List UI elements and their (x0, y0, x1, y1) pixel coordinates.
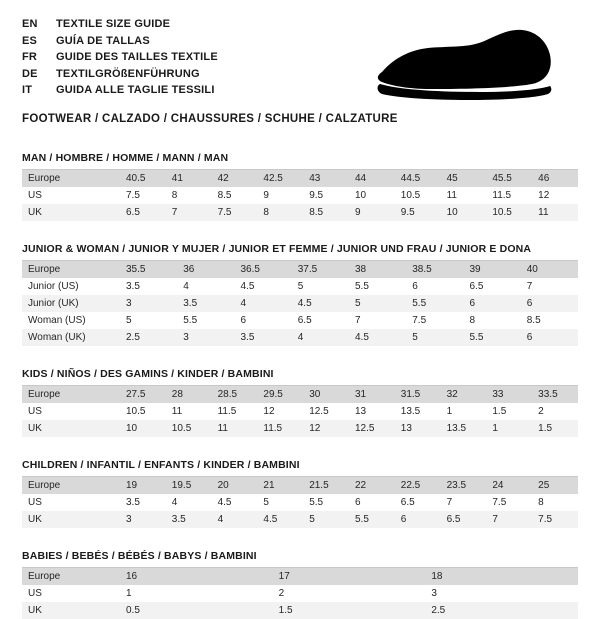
language-title: TEXTILGRÖßENFÜHRUNG (56, 67, 200, 80)
size-cell: 1.5 (273, 602, 426, 619)
size-cell: 40 (521, 261, 578, 278)
size-cell: 5.5 (406, 295, 463, 312)
size-cell: 4 (292, 329, 349, 346)
size-cell: 32 (441, 386, 487, 403)
size-cell: 10.5 (120, 403, 166, 420)
section-title: JUNIOR & WOMAN / JUNIOR Y MUJER / JUNIOR ET FEMME / JUNIOR UND FRAU / JUNIOR E DONA (22, 243, 578, 261)
size-cell: 4 (212, 511, 258, 528)
size-cell: 10.5 (486, 204, 532, 221)
size-cell: 19.5 (166, 477, 212, 494)
size-cell: 23.5 (441, 477, 487, 494)
size-cell: 1 (441, 403, 487, 420)
size-cell: 7.5 (486, 494, 532, 511)
size-cell: 6 (521, 329, 578, 346)
size-cell: 5.5 (464, 329, 521, 346)
row-label: US (22, 585, 120, 602)
row-label: Woman (US) (22, 312, 120, 329)
size-cell: 18 (425, 568, 578, 585)
row-label: Europe (22, 170, 120, 187)
size-cell: 30 (303, 386, 349, 403)
size-cell: 44.5 (395, 170, 441, 187)
size-cell: 1.5 (532, 420, 578, 437)
size-cell: 11.5 (212, 403, 258, 420)
size-cell: 4.5 (349, 329, 406, 346)
size-cell: 6.5 (292, 312, 349, 329)
size-cell: 6.5 (464, 278, 521, 295)
language-title: GUÍA DE TALLAS (56, 34, 150, 47)
size-cell: 5.5 (349, 511, 395, 528)
size-cell: 12 (303, 420, 349, 437)
size-cell: 28.5 (212, 386, 258, 403)
size-cell: 6 (406, 278, 463, 295)
size-cell: 4.5 (212, 494, 258, 511)
language-code: IT (22, 84, 33, 96)
size-cell: 43 (303, 170, 349, 187)
size-cell: 9 (349, 204, 395, 221)
size-cell: 13 (349, 403, 395, 420)
size-cell: 24 (486, 477, 532, 494)
row-label: UK (22, 511, 120, 528)
size-cell: 42 (212, 170, 258, 187)
size-cell: 38 (349, 261, 406, 278)
table-row (22, 602, 578, 619)
size-cell: 19 (120, 477, 166, 494)
row-label: Europe (22, 261, 120, 278)
size-cell: 7 (349, 312, 406, 329)
table-row (22, 568, 578, 585)
table-row (22, 187, 578, 204)
language-code: FR (22, 51, 38, 63)
size-cell: 42.5 (257, 170, 303, 187)
row-label: Woman (UK) (22, 329, 120, 346)
size-cell: 21 (257, 477, 303, 494)
size-cell: 8.5 (303, 204, 349, 221)
dress-shoe-icon (370, 28, 560, 104)
size-cell: 8 (464, 312, 521, 329)
size-cell: 36 (177, 261, 234, 278)
size-cell: 11 (212, 420, 258, 437)
size-cell: 10 (120, 420, 166, 437)
size-cell: 4 (235, 295, 292, 312)
size-cell: 8.5 (521, 312, 578, 329)
row-label: UK (22, 204, 120, 221)
size-table (22, 386, 578, 437)
size-cell: 33.5 (532, 386, 578, 403)
table-row (22, 403, 578, 420)
size-table (22, 568, 578, 619)
size-cell: 35.5 (120, 261, 177, 278)
language-code: ES (22, 34, 38, 47)
size-table (22, 170, 578, 221)
row-label: UK (22, 420, 120, 437)
size-section (22, 550, 578, 619)
section-title: MAN / HOMBRE / HOMME / MANN / MAN (22, 152, 578, 170)
size-cell: 7.5 (532, 511, 578, 528)
size-cell: 11 (166, 403, 212, 420)
size-cell: 6 (395, 511, 441, 528)
size-cell: 45.5 (486, 170, 532, 187)
size-cell: 1.5 (486, 403, 532, 420)
size-cell: 8.5 (212, 187, 258, 204)
language-code: DE (22, 67, 38, 80)
size-cell: 5 (120, 312, 177, 329)
size-cell: 1 (120, 585, 273, 602)
size-cell: 4 (166, 494, 212, 511)
table-row (22, 312, 578, 329)
size-section (22, 368, 578, 437)
size-cell: 27.5 (120, 386, 166, 403)
size-cell: 31 (349, 386, 395, 403)
size-cell: 7 (486, 511, 532, 528)
size-cell: 10.5 (166, 420, 212, 437)
size-cell: 9.5 (303, 187, 349, 204)
size-cell: 11.5 (486, 187, 532, 204)
size-cell: 9.5 (395, 204, 441, 221)
table-row (22, 494, 578, 511)
size-cell: 8 (257, 204, 303, 221)
size-cell: 6 (349, 494, 395, 511)
table-row (22, 329, 578, 346)
size-cell: 3 (425, 585, 578, 602)
size-cell: 16 (120, 568, 273, 585)
size-cell: 8 (166, 187, 212, 204)
row-label: US (22, 494, 120, 511)
size-cell: 22 (349, 477, 395, 494)
size-cell: 13.5 (395, 403, 441, 420)
size-cell: 12 (257, 403, 303, 420)
page-header (22, 16, 578, 125)
size-cell: 5.5 (177, 312, 234, 329)
size-cell: 3.5 (120, 278, 177, 295)
row-label: Junior (UK) (22, 295, 120, 312)
size-cell: 4.5 (235, 278, 292, 295)
size-cell: 28 (166, 386, 212, 403)
size-cell: 20 (212, 477, 258, 494)
size-cell: 12 (532, 187, 578, 204)
size-cell: 31.5 (395, 386, 441, 403)
size-cell: 3.5 (166, 511, 212, 528)
size-section (22, 243, 578, 346)
size-cell: 39 (464, 261, 521, 278)
table-row (22, 477, 578, 494)
size-cell: 5 (292, 278, 349, 295)
language-title: GUIDA ALLE TAGLIE TESSILI (56, 84, 215, 96)
row-label: Junior (US) (22, 278, 120, 295)
language-code: EN (22, 18, 38, 30)
size-section (22, 459, 578, 528)
size-cell: 7 (441, 494, 487, 511)
size-cell: 2.5 (425, 602, 578, 619)
size-cell: 8 (532, 494, 578, 511)
section-title: KIDS / NIÑOS / DES GAMINS / KINDER / BAMBINI (22, 368, 578, 386)
size-cell: 7.5 (212, 204, 258, 221)
size-cell: 4 (177, 278, 234, 295)
size-cell: 6 (235, 312, 292, 329)
size-cell: 41 (166, 170, 212, 187)
size-cell: 44 (349, 170, 395, 187)
size-cell: 11 (532, 204, 578, 221)
size-cell: 3.5 (177, 295, 234, 312)
row-label: UK (22, 602, 120, 619)
size-cell: 5 (303, 511, 349, 528)
size-section (22, 152, 578, 221)
size-cell: 1 (486, 420, 532, 437)
size-cell: 5.5 (303, 494, 349, 511)
table-row (22, 261, 578, 278)
size-table (22, 261, 578, 346)
section-title: BABIES / BEBÉS / BÉBÉS / BABYS / BAMBINI (22, 550, 578, 568)
size-cell: 6.5 (120, 204, 166, 221)
size-cell: 38.5 (406, 261, 463, 278)
size-cell: 21.5 (303, 477, 349, 494)
language-title: GUIDE DES TAILLES TEXTILE (56, 51, 218, 63)
table-row (22, 278, 578, 295)
table-row (22, 585, 578, 602)
size-cell: 2 (532, 403, 578, 420)
size-cell: 4.5 (257, 511, 303, 528)
language-title: TEXTILE SIZE GUIDE (56, 18, 171, 30)
size-table (22, 477, 578, 528)
size-cell: 13 (395, 420, 441, 437)
size-tables-container (22, 152, 578, 619)
size-cell: 12.5 (349, 420, 395, 437)
size-cell: 3.5 (235, 329, 292, 346)
size-cell: 3 (177, 329, 234, 346)
size-cell: 11.5 (257, 420, 303, 437)
section-title: CHILDREN / INFANTIL / ENFANTS / KINDER / BAMBINI (22, 459, 578, 477)
size-cell: 7 (166, 204, 212, 221)
size-cell: 17 (273, 568, 426, 585)
size-cell: 10.5 (395, 187, 441, 204)
size-cell: 29.5 (257, 386, 303, 403)
size-cell: 6.5 (441, 511, 487, 528)
table-row (22, 386, 578, 403)
size-cell: 4.5 (292, 295, 349, 312)
size-cell: 45 (441, 170, 487, 187)
size-cell: 7.5 (406, 312, 463, 329)
size-cell: 9 (257, 187, 303, 204)
table-row (22, 170, 578, 187)
size-cell: 11 (441, 187, 487, 204)
size-cell: 22.5 (395, 477, 441, 494)
table-row (22, 204, 578, 221)
size-cell: 46 (532, 170, 578, 187)
size-cell: 5.5 (349, 278, 406, 295)
size-cell: 6.5 (395, 494, 441, 511)
size-cell: 3 (120, 511, 166, 528)
size-cell: 13.5 (441, 420, 487, 437)
size-cell: 3.5 (120, 494, 166, 511)
size-cell: 5 (257, 494, 303, 511)
row-label: US (22, 403, 120, 420)
table-row (22, 295, 578, 312)
row-label: Europe (22, 568, 120, 585)
size-cell: 7 (521, 278, 578, 295)
size-cell: 3 (120, 295, 177, 312)
size-cell: 2 (273, 585, 426, 602)
size-cell: 5 (406, 329, 463, 346)
size-cell: 6 (521, 295, 578, 312)
size-cell: 0.5 (120, 602, 273, 619)
size-cell: 6 (464, 295, 521, 312)
size-cell: 40.5 (120, 170, 166, 187)
size-cell: 36.5 (235, 261, 292, 278)
size-cell: 2.5 (120, 329, 177, 346)
table-row (22, 511, 578, 528)
size-cell: 37.5 (292, 261, 349, 278)
size-cell: 5 (349, 295, 406, 312)
size-cell: 10 (441, 204, 487, 221)
row-label: Europe (22, 386, 120, 403)
table-row (22, 420, 578, 437)
size-cell: 10 (349, 187, 395, 204)
row-label: Europe (22, 477, 120, 494)
size-cell: 7.5 (120, 187, 166, 204)
category-title: FOOTWEAR / CALZADO / CHAUSSURES / SCHUHE / CALZATURE (22, 112, 398, 125)
size-cell: 25 (532, 477, 578, 494)
row-label: US (22, 187, 120, 204)
size-cell: 33 (486, 386, 532, 403)
size-cell: 12.5 (303, 403, 349, 420)
